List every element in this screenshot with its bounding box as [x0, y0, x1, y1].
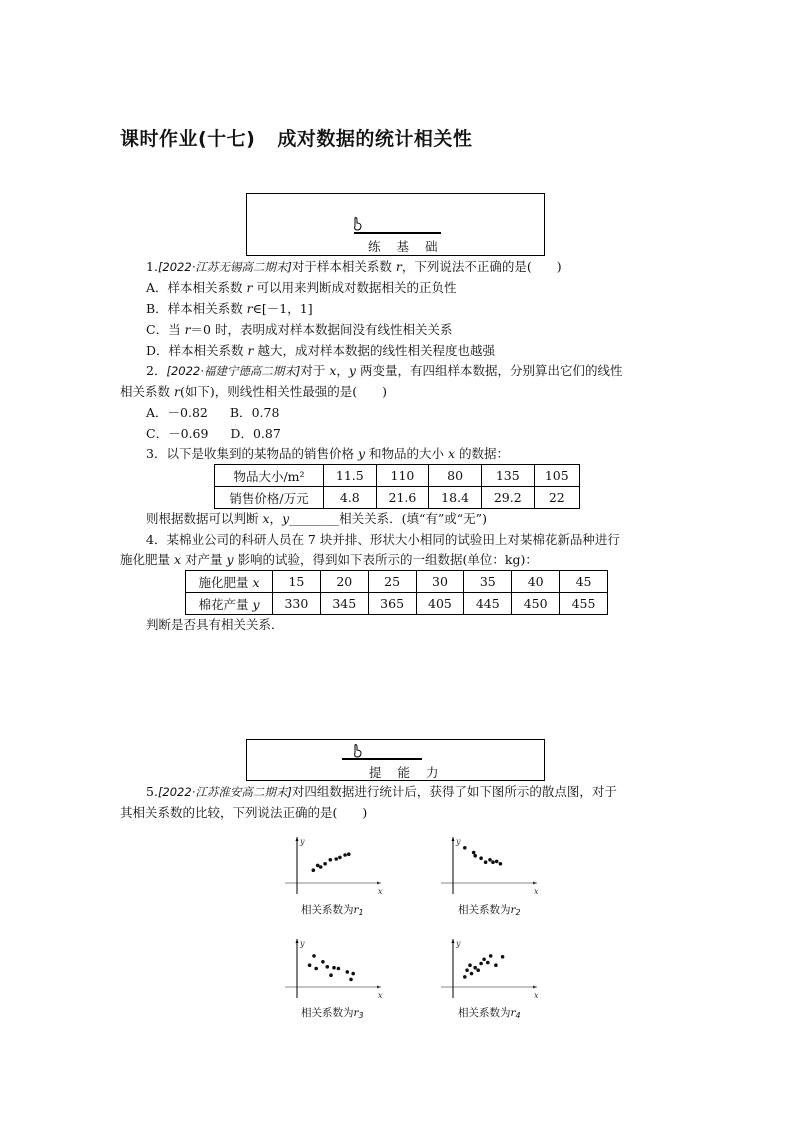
data-point — [343, 853, 347, 857]
table-cell: 330 — [273, 593, 321, 615]
q1-option-a: A．样本相关系数 r 可以用来判断成对数据相关的正负性 — [146, 280, 457, 295]
data-point — [473, 966, 477, 970]
q2-option-d: D．0.87 — [230, 426, 281, 441]
q2-stem-line1: 2．[2022·福建宁德高二期末]对于 x，y 两变量，有四组样本数据，分别算出它们的线性 — [146, 363, 623, 378]
data-point — [329, 973, 333, 977]
data-point — [489, 954, 493, 958]
q4-followup: 判断是否具有相关关系． — [146, 617, 284, 632]
y-axis-label: y — [456, 939, 461, 948]
table-row — [215, 487, 580, 509]
table-cell: 18.4 — [429, 487, 482, 509]
data-point — [329, 858, 333, 862]
title-part-1: 课时作业(十七) — [120, 128, 256, 150]
data-point — [486, 961, 490, 965]
table-cell: 110 — [376, 465, 429, 487]
table-row-header: 销售价格/万元 — [215, 487, 324, 509]
data-point — [312, 868, 316, 872]
data-point — [321, 960, 325, 964]
data-point — [479, 856, 483, 860]
x-axis-arrow — [533, 986, 537, 989]
data-point — [334, 857, 338, 861]
data-point — [495, 860, 499, 864]
data-point — [476, 968, 480, 972]
table-cell: 455 — [560, 593, 608, 615]
scatter-chart-r3 — [282, 935, 387, 999]
data-point — [346, 970, 350, 974]
data-point — [323, 862, 327, 866]
table-row-header: 施化肥量 x — [186, 571, 273, 593]
data-point — [501, 955, 505, 959]
q2-options-row2 — [146, 424, 281, 444]
x-axis-label: x — [534, 887, 539, 895]
y-axis-label: y — [456, 837, 461, 846]
data-point — [347, 852, 351, 856]
q2-source: [2022·福建宁德高二期末] — [166, 364, 301, 378]
scatter-chart-r2 — [438, 833, 543, 895]
data-point — [465, 968, 469, 972]
q3-followup: 则根据数据可以判断 x，y________相关关系．(填“有”或“无”) — [146, 511, 487, 526]
hand-pointer-icon — [353, 217, 363, 231]
data-point — [494, 963, 498, 967]
q3-stem: 3．以下是收集到的某物品的销售价格 y 和物品的大小 x 的数据： — [146, 446, 509, 461]
table-cell: 80 — [429, 465, 482, 487]
table-cell: 22 — [534, 487, 579, 509]
table-cell: 29.2 — [481, 487, 534, 509]
q2-option-c: C．－0.69 — [146, 426, 209, 441]
table-cell: 21.6 — [376, 487, 429, 509]
table-cell: 345 — [320, 593, 368, 615]
q5-source: [2022·江苏淮安高二期末] — [157, 785, 292, 799]
q3-data-table — [214, 464, 580, 509]
q2-options-row1 — [146, 403, 279, 423]
y-axis-label: y — [300, 939, 305, 948]
table-row — [186, 571, 608, 593]
x-axis-label: x — [378, 887, 383, 895]
q2-stem-line2: 相关系数 r(如下)，则线性相关性最强的是( ) — [120, 384, 387, 399]
y-axis-arrow — [296, 939, 299, 943]
y-axis-label: y — [300, 837, 305, 846]
y-axis-arrow — [296, 837, 299, 841]
data-point — [463, 975, 467, 979]
q1-stem: 1.[2022·江苏无锡高二期末]对于样本相关系数 r，下列说法不正确的是( ) — [146, 259, 562, 274]
data-point — [499, 862, 503, 866]
table-cell: 405 — [416, 593, 464, 615]
data-point — [326, 965, 330, 969]
q4-data-table — [185, 570, 608, 615]
q1-option-c: C．当 r＝0 时，表明成对样本数据间没有线性相关关系 — [146, 322, 453, 337]
data-point — [484, 860, 488, 864]
q4-stem-line1: 4．某棉业公司的科研人员在 7 块并排、形状大小相同的试验田上对某棉花新品种进行 — [146, 532, 620, 547]
q4-stem-line2: 施化肥量 x 对产量 y 影响的试验，得到如下表所示的一组数据(单位：kg)： — [120, 552, 538, 567]
y-axis-arrow — [452, 939, 455, 943]
data-point — [463, 846, 467, 850]
data-point — [338, 856, 342, 860]
table-cell: 4.8 — [324, 487, 377, 509]
table-cell: 30 — [416, 571, 464, 593]
chart-caption-r2: 相关系数为$r_2$ — [458, 904, 521, 917]
data-point — [468, 963, 472, 967]
data-point — [312, 954, 316, 958]
table-cell: 11.5 — [324, 465, 377, 487]
data-point — [491, 860, 495, 864]
section-banner-basic — [246, 193, 545, 256]
banner-underline — [342, 758, 422, 760]
table-row-header: 棉花产量 y — [186, 593, 273, 615]
hand-pointer-icon — [353, 744, 363, 758]
q2-option-a: A．－0.82 — [146, 405, 208, 420]
q3-answer-blank[interactable]: ________ — [289, 511, 340, 526]
data-point — [470, 972, 474, 976]
data-point — [332, 966, 336, 970]
q1-option-b: B．样本相关系数 r∈[－1，1] — [146, 301, 313, 316]
table-cell: 365 — [368, 593, 416, 615]
x-axis-arrow — [377, 882, 381, 885]
q5-stem-line2: 其相关系数的比较，下列说法正确的是( ) — [120, 805, 368, 820]
q5-stem-line1: 5.[2022·江苏淮安高二期末]对四组数据进行统计后，获得了如下图所示的散点图，对于 — [146, 784, 617, 799]
x-axis-arrow — [377, 986, 381, 989]
q1-option-d: D．样本相关系数 r 越大，成对样本数据的线性相关程度也越强 — [146, 343, 495, 358]
table-cell: 35 — [464, 571, 512, 593]
table-cell: 105 — [534, 465, 579, 487]
section-label: 提 能 力 — [369, 765, 445, 780]
section-label: 练 基 础 — [368, 239, 444, 254]
data-point — [482, 958, 486, 962]
table-row — [215, 465, 580, 487]
table-cell: 445 — [464, 593, 512, 615]
data-point — [308, 963, 312, 967]
data-point — [351, 972, 355, 976]
table-cell: 20 — [320, 571, 368, 593]
data-point — [472, 851, 476, 855]
table-cell: 40 — [512, 571, 560, 593]
table-cell: 45 — [560, 571, 608, 593]
scatter-chart-r4 — [438, 935, 543, 999]
data-point — [319, 865, 323, 869]
x-axis-label: x — [534, 991, 539, 999]
table-cell: 135 — [481, 465, 534, 487]
table-cell: 25 — [368, 571, 416, 593]
data-point — [479, 962, 483, 966]
table-row — [186, 593, 608, 615]
q1-source: [2022·江苏无锡高二期末] — [157, 260, 292, 274]
table-row-header: 物品大小/m² — [215, 465, 324, 487]
q2-option-b: B．0.78 — [229, 405, 280, 420]
data-point — [349, 978, 353, 982]
data-point — [473, 854, 477, 858]
data-point — [337, 967, 341, 971]
section-banner-advanced — [246, 739, 545, 781]
scatter-chart-r1 — [282, 833, 387, 895]
chart-caption-r1: 相关系数为$r_1$ — [301, 904, 364, 917]
data-point — [488, 858, 492, 862]
y-axis-arrow — [452, 837, 455, 841]
banner-underline — [354, 232, 441, 234]
chart-caption-r3: 相关系数为$r_3$ — [301, 1007, 364, 1020]
table-cell: 450 — [512, 593, 560, 615]
data-point — [314, 967, 318, 971]
x-axis-arrow — [533, 882, 537, 885]
chart-caption-r4: 相关系数为$r_4$ — [458, 1007, 521, 1020]
table-cell: 15 — [273, 571, 321, 593]
page-title — [120, 124, 472, 151]
x-axis-label: x — [378, 991, 383, 999]
title-part-2: 成对数据的统计相关性 — [277, 128, 473, 150]
